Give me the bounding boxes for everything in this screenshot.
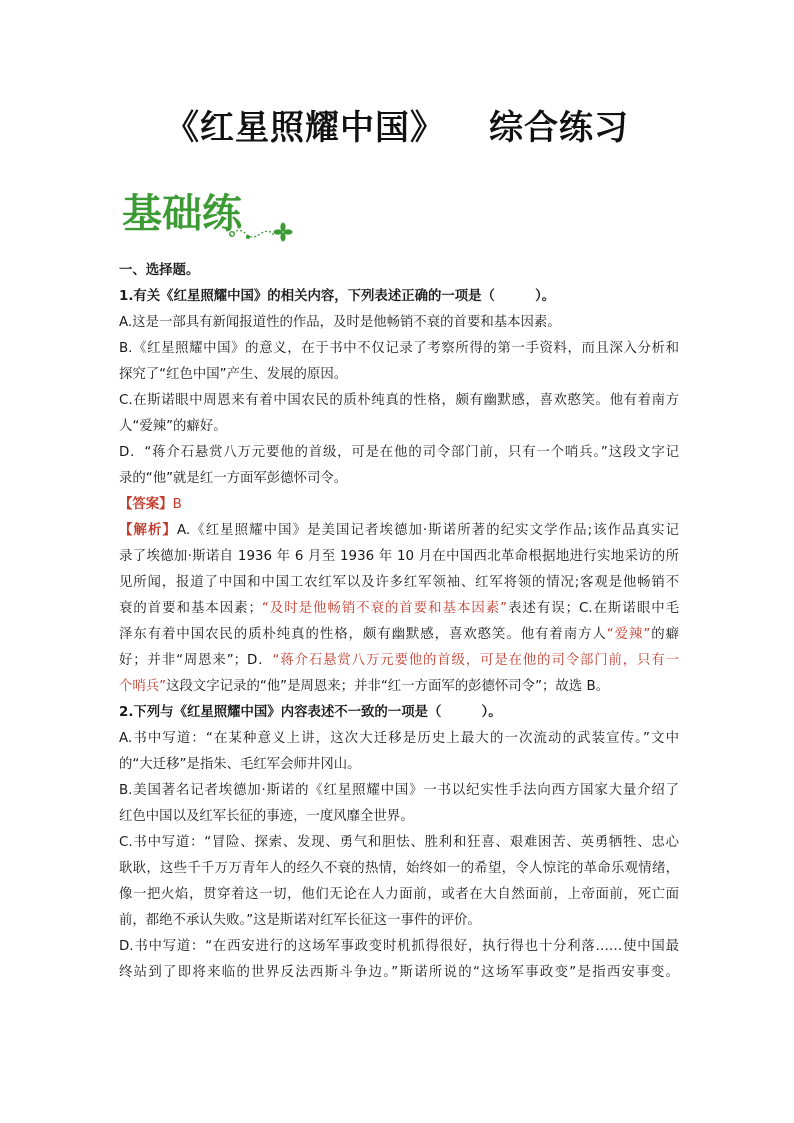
explanation-line-6: [119, 648, 679, 674]
explanation-quote: “及时是他畅销不衰的首要和基本因素”: [261, 601, 508, 616]
option-a: A.这是一部具有新闻报道性的作品，及时是他畅销不衰的首要和基本因素。: [119, 315, 561, 330]
answer-value: B: [172, 497, 182, 512]
option-c-line-2: 人“爱辣”的癖好。: [119, 419, 227, 434]
section-badge: [122, 182, 302, 248]
explanation-quote: “蒋介石悬赏八万元要他的首级，可是在他的司令部门前，只有一: [272, 653, 679, 668]
option-d-line-2: 录的“他”就是红一方面军彭德怀司令。: [119, 471, 348, 486]
section-badge-text: 基础练: [122, 191, 242, 237]
explanation-label: 【解析】: [119, 523, 177, 538]
option-c-line-1: C.在斯诺眼中周恩来有着中国农民的质朴纯真的性格，颇有幽默感，喜欢憨笑。他有着南方: [119, 393, 679, 408]
answer-label: 【答案】: [119, 497, 173, 512]
explanation-line-7: [119, 674, 679, 700]
explanation-quote: 个哨兵”: [119, 679, 167, 694]
option-c-line-4: 前，都绝不承认失败。”这是斯诺对红军长征这一事件的评价。: [119, 913, 481, 928]
explanation-text: 表述有误；C.在斯诺眼中毛: [507, 601, 679, 616]
title-exercise: 综合练习: [489, 108, 629, 148]
explanation-line-2: 录了埃德加·斯诺自 1936 年 6 月至 1936 年 10 月在中国西北革命根据地进行实地采访的所: [119, 549, 679, 564]
answer: [119, 492, 679, 518]
option-c-line-1: C.书中写道：“冒险、探索、发现、勇气和胆怯、胜利和狂喜、艰难困苦、英勇牺牲、忠心: [119, 835, 679, 850]
option-b-line-1: B.《红星照耀中国》的意义，在于书中不仅记录了考察所得的第一手资料，而且深入分析和: [119, 341, 679, 356]
explanation-line-5: [119, 622, 679, 648]
section-heading: 一、选择题。: [119, 263, 200, 278]
explanation-text: 衰的首要和基本因素；: [119, 601, 262, 616]
option-c-line-2: 耿耿，这些千千万万青年人的经久不衰的热情，始终如一的希望，令人惊诧的革命乐观情绪，: [119, 861, 679, 876]
explanation-line-3: 见所闻，报道了中国和中国工农红军以及许多红军领袖、红军将领的情况;客观是他畅销不: [119, 575, 679, 590]
explanation-text: 这段文字记录的“他”是周恩来；并非“红一方面军的彭德怀司令”；故选 B。: [166, 679, 610, 694]
option-c-line-3: 像一把火焰，贯穿着这一切，他们无论在人力面前，或者在大自然面前，上帝面前，死亡面: [119, 887, 679, 902]
question-stem: 1.有关《红星照耀中国》的相关内容，下列表述正确的一项是（ ）。: [119, 289, 556, 304]
option-a-line-1: A.书中写道：“在某种意义上讲，这次大迁移是历史上最大的一次流动的武装宣传。”文中: [119, 731, 679, 746]
question-2: [119, 700, 679, 986]
explanation-text: A.《红星照耀中国》是美国记者埃德加·斯诺所著的纪实文学作品;该作品真实记: [176, 523, 680, 538]
title-book-name: 《红星照耀中国》: [165, 108, 445, 148]
explanation-text: 的癖: [650, 627, 680, 642]
explanation-text: 好；并非“周恩来”；D．: [119, 653, 273, 668]
option-d-line-2: 终站到了即将来临的世界反法西斯斗争边。”斯诺所说的“这场军事政变”是指西安事变。: [119, 965, 679, 980]
option-a-line-2: 的“大迁移”是指朱、毛红军会师井冈山。: [119, 757, 361, 772]
exercise-content: [119, 258, 679, 986]
explanation-quote: “爱辣”: [606, 627, 651, 642]
option-d-line-1: D.书中写道：“在西安进行的这场军事政变时机抓得很好，执行得也十分利落……使中国最: [119, 939, 679, 954]
question-1: [119, 284, 679, 700]
question-stem: 2.下列与《红星照耀中国》内容表述不一致的一项是（ ）。: [119, 705, 502, 720]
explanation-line-4: [119, 596, 679, 622]
option-d-line-1: D．“蒋介石悬赏八万元要他的首级，可是在他的司令部门前，只有一个哨兵。”这段文字记: [119, 445, 679, 460]
explanation-text: 泽东有着中国农民的质朴纯真的性格，颇有幽默感，喜欢憨笑。他有着南方人: [119, 627, 607, 642]
option-b-line-2: 红色中国以及红军长征的事迹，一度风靡全世界。: [119, 809, 414, 824]
explanation-line-1: [119, 518, 679, 544]
vine-decoration-icon: [122, 182, 302, 248]
page-title: [0, 100, 794, 149]
option-b-line-1: B.美国著名记者埃德加·斯诺的《红星照耀中国》一书以纪实性手法向西方国家大量介绍了: [119, 783, 679, 798]
option-b-line-2: 探究了“红色中国”产生、发展的原因。: [119, 367, 348, 382]
